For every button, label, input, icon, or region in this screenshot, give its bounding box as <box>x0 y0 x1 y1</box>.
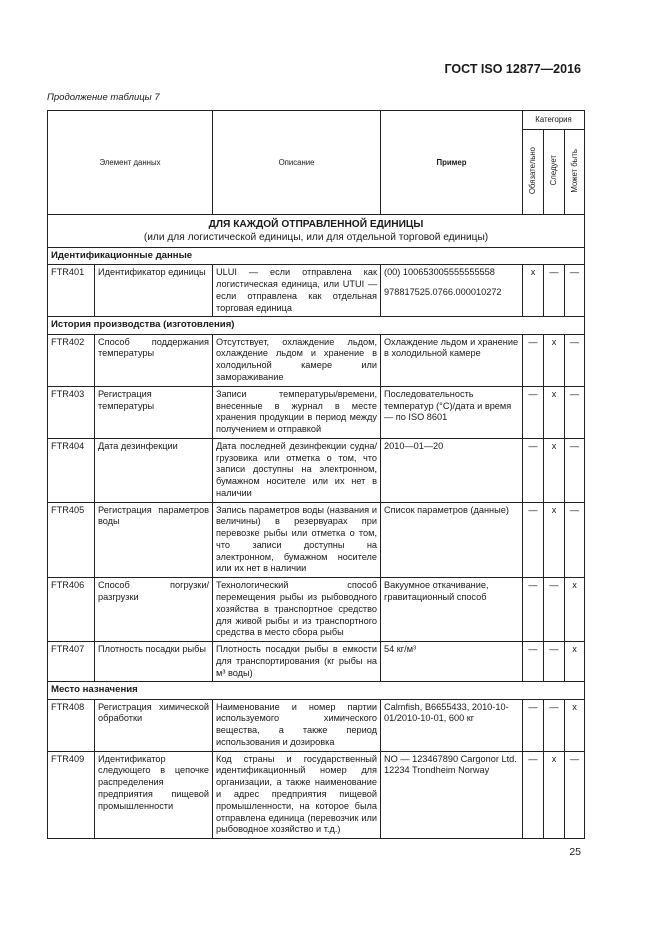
column-header-example: Пример <box>381 111 523 215</box>
table-row <box>48 334 585 386</box>
row-example <box>381 265 523 317</box>
row-description: ULUI — если отправлена как логистическая единица, или UTUI — если отправлена как отдельная торговая единица <box>213 265 381 317</box>
table-row <box>48 642 585 682</box>
row-may-mark: — <box>565 386 585 438</box>
row-code: FTR407 <box>48 642 95 682</box>
row-code: FTR402 <box>48 334 95 386</box>
row-should-mark: x <box>544 386 565 438</box>
row-example <box>381 642 523 682</box>
row-may-mark: — <box>565 751 585 838</box>
row-example-text: Calmfish, B6655433, 2010-10-01/2010-10-01, 600 кг <box>384 701 509 724</box>
row-description: Технологический способ перемещения рыбы из рыбоводного хозяйства в транспортное средство для живой рыбы и из транспортного средства в место сбора рыбы <box>213 578 381 642</box>
group-title: История производства (изготовления) <box>48 317 585 334</box>
row-example-text: 2010—01—20 <box>384 440 444 451</box>
row-example-text: NO — 123467890 Cargonor Ltd. 12234 Trondheim Norway <box>384 753 517 776</box>
table-row <box>48 751 585 838</box>
row-code: FTR404 <box>48 438 95 502</box>
group-title: Идентификационные данные <box>48 248 585 265</box>
table-row <box>48 438 585 502</box>
page-number: 25 <box>569 846 581 858</box>
row-description: Отсутствует, охлаждение льдом, охлаждение льдом и хранение в холодильной камере или замораживание <box>213 334 381 386</box>
row-element: Регистрация параметров воды <box>95 502 213 578</box>
row-should-mark: x <box>544 502 565 578</box>
column-header-may <box>565 130 585 215</box>
header-row-1 <box>48 111 585 130</box>
column-header-category: Категория <box>523 111 585 130</box>
table-row <box>48 502 585 578</box>
group-row <box>48 317 585 334</box>
row-code: FTR408 <box>48 699 95 751</box>
row-code: FTR401 <box>48 265 95 317</box>
row-example <box>381 334 523 386</box>
row-mandatory-mark: — <box>523 642 544 682</box>
group-title: Место назначения <box>48 682 585 699</box>
column-header-should <box>544 130 565 215</box>
row-may-mark: — <box>565 502 585 578</box>
row-mandatory-mark: — <box>523 438 544 502</box>
row-should-mark: x <box>544 334 565 386</box>
row-should-mark: — <box>544 265 565 317</box>
row-example-text: Охлаждение льдом и хранение в холодильной камере <box>384 336 519 359</box>
row-code: FTR409 <box>48 751 95 838</box>
row-mandatory-mark: — <box>523 334 544 386</box>
row-may-mark: — <box>565 334 585 386</box>
row-example <box>381 751 523 838</box>
row-element: Регистрация температуры <box>95 386 213 438</box>
row-example <box>381 578 523 642</box>
row-example-text: Вакуумное откачивание, гравитационный способ <box>384 580 489 602</box>
row-example-text: (00) 100653005555555558 <box>384 267 495 278</box>
row-mandatory-mark: — <box>523 502 544 578</box>
section-title: ДЛЯ КАЖДОЙ ОТПРАВЛЕННОЙ ЕДИНИЦЫ <box>208 219 424 230</box>
row-mandatory-mark: — <box>523 699 544 751</box>
row-description: Наименование и номер партии используемого химического вещества, а также период использования и дозировка <box>213 699 381 751</box>
row-element: Способ погрузки/разгрузки <box>95 578 213 642</box>
row-example <box>381 438 523 502</box>
group-row <box>48 682 585 699</box>
row-example-text: Последовательность температур (°С)/дата и время — по ISO 8601 <box>384 388 512 423</box>
row-may-mark: x <box>565 699 585 751</box>
row-may-mark: x <box>565 578 585 642</box>
row-mandatory-mark: x <box>523 265 544 317</box>
row-example-text: 54 кг/м³ <box>384 644 417 655</box>
row-may-mark: — <box>565 438 585 502</box>
table-row <box>48 699 585 751</box>
row-mandatory-mark: — <box>523 386 544 438</box>
row-code: FTR405 <box>48 502 95 578</box>
should-label: Следует <box>549 155 559 186</box>
row-element: Дата дезинфекции <box>95 438 213 502</box>
row-should-mark: x <box>544 751 565 838</box>
row-description: Запись параметров воды (названия и величины) в резервуарах при перевозке рыбы или отметка о том, что записи доступны на электронном, бумажном носителе или их нет в наличии <box>213 502 381 578</box>
row-description: Код страны и государственный идентификационный номер для организации, а также наименование и адрес предприятия пищевой промышленности, на которое была отправлена единица (перевозчик или рыбоводное хозяйство и т.д.) <box>213 751 381 838</box>
table-row <box>48 265 585 317</box>
row-mandatory-mark: — <box>523 578 544 642</box>
table-row <box>48 578 585 642</box>
row-should-mark: x <box>544 438 565 502</box>
row-example-extra: 978817525.0766.000010272 <box>384 287 502 298</box>
row-may-mark: x <box>565 642 585 682</box>
table-caption: Продолжение таблицы 7 <box>47 92 160 103</box>
row-element: Плотность посадки рыбы <box>95 642 213 682</box>
row-mandatory-mark: — <box>523 751 544 838</box>
section-heading <box>48 215 585 248</box>
row-element: Идентификатор единицы <box>95 265 213 317</box>
row-example <box>381 699 523 751</box>
table-row <box>48 386 585 438</box>
row-element: Идентификатор следующего в цепочке распределения предприятия пищевой промышленности <box>95 751 213 838</box>
row-should-mark: — <box>544 578 565 642</box>
row-code: FTR403 <box>48 386 95 438</box>
section-row <box>48 215 585 248</box>
column-header-mandatory <box>523 130 544 215</box>
column-header-element: Элемент данных <box>48 111 213 215</box>
row-element: Регистрация химической обработки <box>95 699 213 751</box>
may-label: Может быть <box>569 148 579 193</box>
row-may-mark: — <box>565 265 585 317</box>
section-subtitle: (или для логистической единицы, или для отдельной торговой единицы) <box>143 232 489 244</box>
example-gap <box>384 279 519 287</box>
row-example-text: Список параметров (данные) <box>384 504 509 515</box>
row-description: Плотность посадки рыбы в емкости для транспортирования (кг рыбы на м³ воды) <box>213 642 381 682</box>
column-header-description: Описание <box>213 111 381 215</box>
row-description: Дата последней дезинфекции судна/грузовика или отметка о том, что записи доступны на электронном, бумажном носителе или их нет в наличии <box>213 438 381 502</box>
mandatory-label: Обязательно <box>528 146 538 195</box>
row-should-mark: — <box>544 699 565 751</box>
row-should-mark: — <box>544 642 565 682</box>
row-description: Записи температуры/времени, внесенные в журнал в месте хранения продукции в период между получением и отправкой <box>213 386 381 438</box>
row-element: Способ поддержания температуры <box>95 334 213 386</box>
row-example <box>381 502 523 578</box>
group-row <box>48 248 585 265</box>
row-code: FTR406 <box>48 578 95 642</box>
row-example <box>381 386 523 438</box>
standard-designation: ГОСТ ISO 12877—2016 <box>444 62 581 76</box>
data-table <box>47 110 585 839</box>
